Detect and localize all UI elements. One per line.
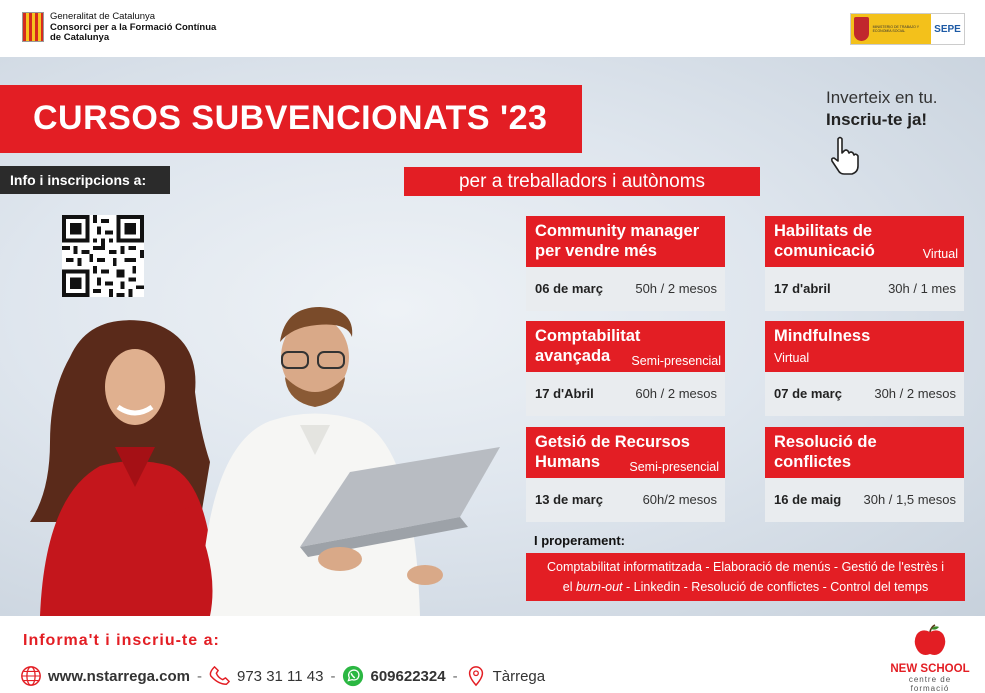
course-header xyxy=(526,427,725,478)
course-footer xyxy=(526,267,725,311)
course-footer xyxy=(526,372,725,416)
course-footer xyxy=(526,478,725,522)
course-duration: 30h / 1,5 mesos xyxy=(863,492,956,507)
course-card[interactable] xyxy=(526,427,726,511)
apple-icon xyxy=(912,622,948,658)
course-card[interactable] xyxy=(526,216,726,300)
gencat-line-3: de Catalunya xyxy=(50,32,110,43)
sepe-logo xyxy=(850,13,965,45)
gencat-logo-icon xyxy=(22,12,44,42)
qr-code-icon[interactable] xyxy=(62,215,144,297)
course-duration: 30h / 1 mes xyxy=(888,281,956,296)
separator: - xyxy=(330,667,336,685)
course-mode: Virtual xyxy=(922,247,958,261)
info-label: Info i inscripcions a: xyxy=(0,166,170,194)
invest-line-2[interactable]: Inscriu-te ja! xyxy=(826,110,928,129)
people-illustration xyxy=(0,307,520,616)
course-header xyxy=(765,216,964,267)
location-pin-icon xyxy=(465,665,487,687)
upcoming-line-1: Comptabilitat informatitzada - Elaboració de menús - Gestió de l'estrès i xyxy=(546,560,944,574)
subtitle-banner: per a treballadors i autònoms xyxy=(404,167,760,196)
main-title: CURSOS SUBVENCIONATS '23 xyxy=(33,99,548,137)
hero-section xyxy=(0,57,985,616)
course-footer xyxy=(765,267,964,311)
course-duration: 50h / 2 mesos xyxy=(635,281,717,296)
ministry-logo xyxy=(851,14,931,44)
whatsapp-icon xyxy=(342,665,364,687)
course-header xyxy=(526,216,725,267)
course-footer xyxy=(765,478,964,522)
course-name: Habilitats de comunicació xyxy=(774,222,875,260)
course-duration: 30h / 2 mesos xyxy=(874,386,956,401)
course-card[interactable] xyxy=(765,427,965,511)
upcoming-line-2-rest: - Linkedin - Resolució de conflictes - Control del temps xyxy=(622,580,929,594)
contact-row xyxy=(20,663,545,689)
sepe-brand xyxy=(931,14,964,44)
brand-sub: centre de formació xyxy=(908,675,952,693)
phone-icon xyxy=(209,665,231,687)
upcoming-line-2-prefix: el xyxy=(562,580,576,594)
website-link[interactable]: www.nstarrega.com xyxy=(48,667,190,685)
course-duration: 60h / 2 mesos xyxy=(635,386,717,401)
invest-line-1: Inverteix en tu. xyxy=(826,88,938,107)
new-school-logo[interactable] xyxy=(888,622,972,693)
invest-callout xyxy=(826,87,938,131)
course-duration: 60h/2 mesos xyxy=(642,492,717,507)
course-name: Community manager per vendre més xyxy=(535,222,700,260)
course-name: Resolució de conflictes xyxy=(774,433,877,471)
top-header xyxy=(0,0,985,57)
separator: - xyxy=(452,667,458,685)
ministry-text: MINISTERIO DE TRABAJO Y ECONOMÍA SOCIAL xyxy=(872,25,920,33)
gencat-text xyxy=(50,12,216,44)
upcoming-box xyxy=(526,553,965,601)
course-date: 07 de març xyxy=(774,386,842,401)
gencat-line-2: Consorci per a la Formació Contínua xyxy=(50,21,217,33)
course-name: Getsió de Recursos Humans xyxy=(535,433,690,471)
course-header xyxy=(526,321,725,372)
course-date: 17 d'abril xyxy=(774,281,831,296)
course-date: 17 d'Abril xyxy=(535,386,594,401)
upcoming-line-2 xyxy=(526,577,965,597)
course-header xyxy=(765,427,964,478)
course-name: Comptabilitat avançada xyxy=(535,327,641,365)
course-date: 13 de març xyxy=(535,492,603,507)
globe-icon xyxy=(20,665,42,687)
whatsapp-number[interactable]: 609622324 xyxy=(370,667,446,685)
hand-pointer-icon xyxy=(828,135,860,175)
title-banner xyxy=(0,85,582,153)
upcoming-line-2-italic: burn-out xyxy=(575,580,623,594)
course-header xyxy=(765,321,964,372)
spain-shield-icon xyxy=(854,17,869,41)
separator: - xyxy=(197,667,202,685)
gencat-line-1: Generalitat de Catalunya xyxy=(50,11,156,22)
footer xyxy=(0,616,985,693)
brand-name: NEW SCHOOL xyxy=(890,663,970,675)
course-card[interactable] xyxy=(765,321,965,405)
course-card[interactable] xyxy=(765,216,965,300)
course-mode: Semi-presencial xyxy=(631,354,721,368)
course-name: Mindfulness xyxy=(774,327,871,345)
course-card[interactable] xyxy=(526,321,726,405)
upcoming-label: I properament: xyxy=(534,533,626,548)
course-mode: Virtual xyxy=(774,351,810,365)
phone-link[interactable]: 973 31 11 43 xyxy=(237,667,324,685)
course-mode: Semi-presencial xyxy=(629,460,719,474)
course-date: 16 de maig xyxy=(774,492,842,507)
location-text: Tàrrega xyxy=(492,667,546,685)
course-footer xyxy=(765,372,964,416)
footer-title: Informa't i inscriu-te a: xyxy=(23,632,220,649)
sepe-label: SEPE xyxy=(934,23,961,35)
course-date: 06 de març xyxy=(535,281,603,296)
